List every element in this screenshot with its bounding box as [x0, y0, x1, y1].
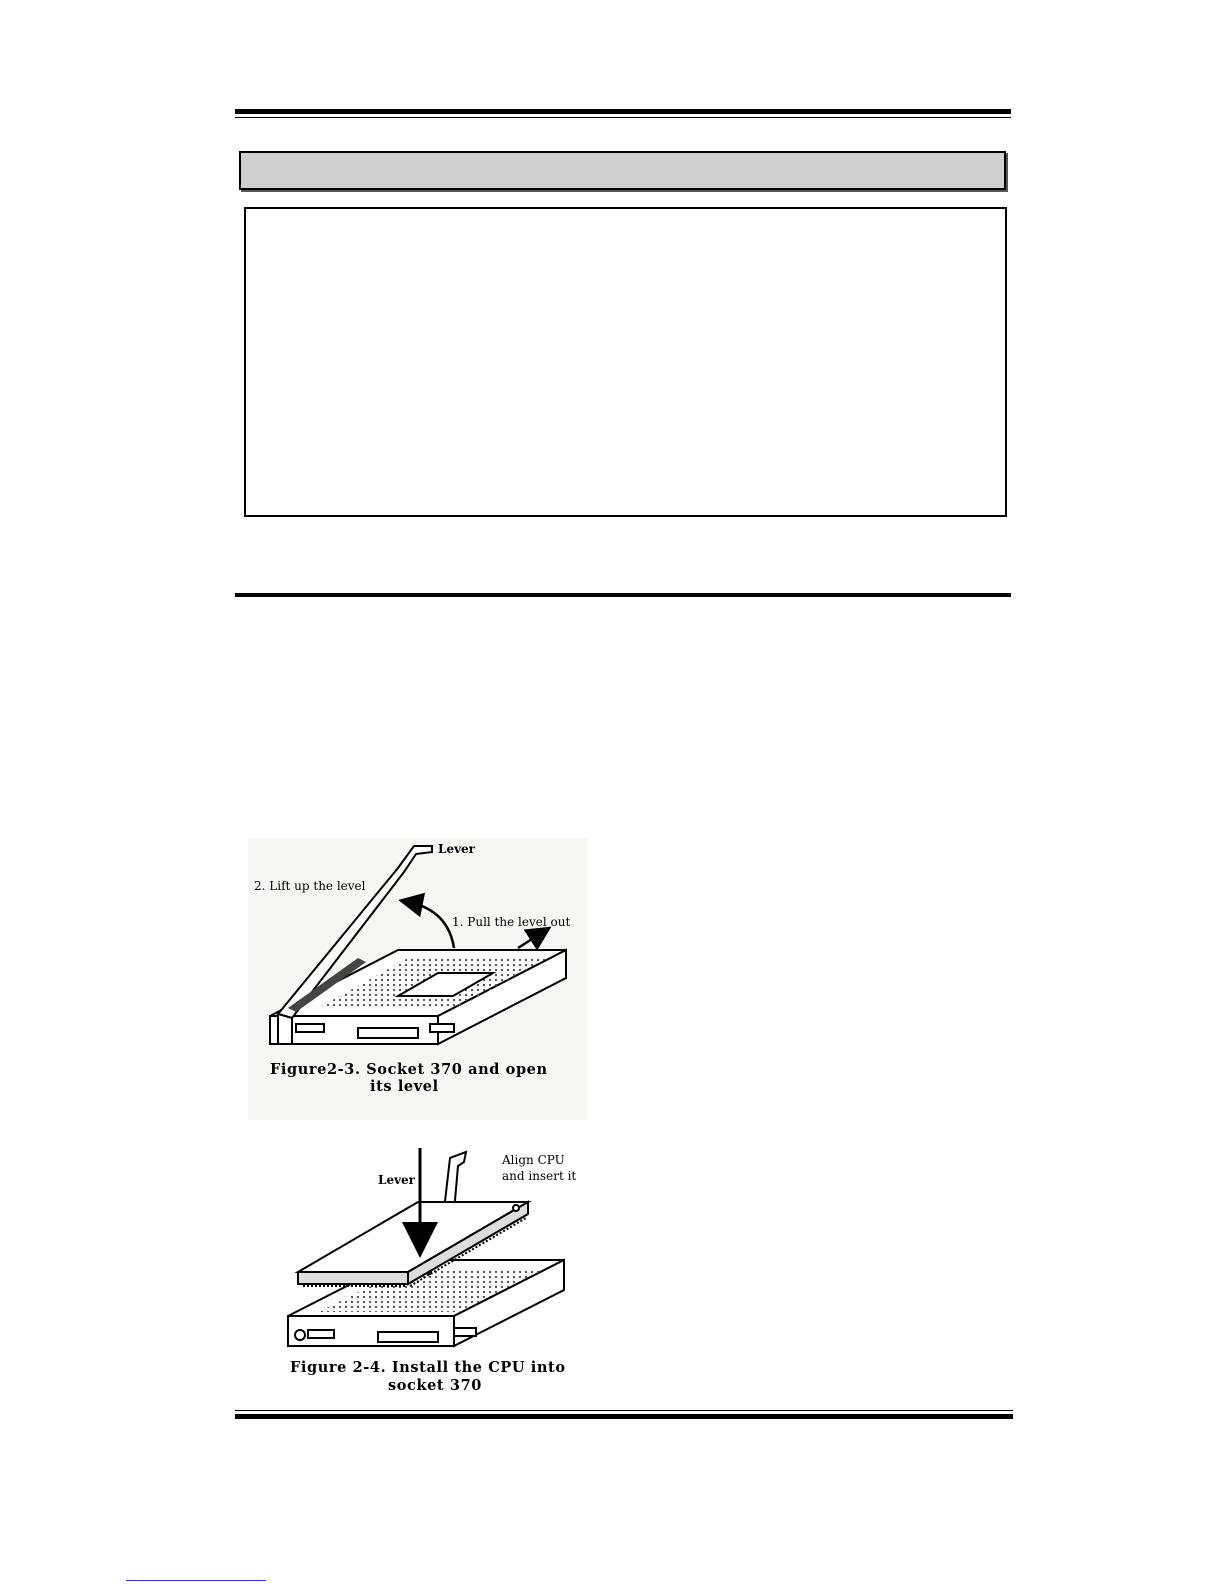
lever-label: Lever	[438, 842, 476, 856]
align-label-line2: and insert it	[502, 1169, 577, 1183]
header-rule-thin	[235, 117, 1011, 118]
footer-rule-thin	[235, 1410, 1013, 1411]
figure-2-3-caption-line2: its level	[370, 1078, 439, 1095]
pull-label: 1. Pull the level out	[452, 915, 571, 929]
section-heading-bar	[239, 151, 1006, 190]
figure-2-3	[248, 838, 588, 1120]
section-divider	[235, 593, 1011, 597]
notice-box	[244, 207, 1007, 517]
header-rule-thick	[235, 109, 1011, 114]
align-label-line1: Align CPU	[502, 1153, 565, 1167]
figure-2-4-caption-line1: Figure 2-4. Install the CPU into	[290, 1359, 566, 1376]
lever-label-2: Lever	[378, 1173, 416, 1187]
figure-2-4-caption-line2: socket 370	[388, 1377, 482, 1394]
footer-rule-thick	[235, 1414, 1013, 1419]
bottom-link-underline[interactable]	[126, 1580, 266, 1582]
lift-label: 2. Lift up the level	[254, 879, 366, 893]
figure-2-4	[248, 1140, 588, 1405]
figure-2-3-caption-line1: Figure2-3. Socket 370 and open	[270, 1061, 548, 1078]
